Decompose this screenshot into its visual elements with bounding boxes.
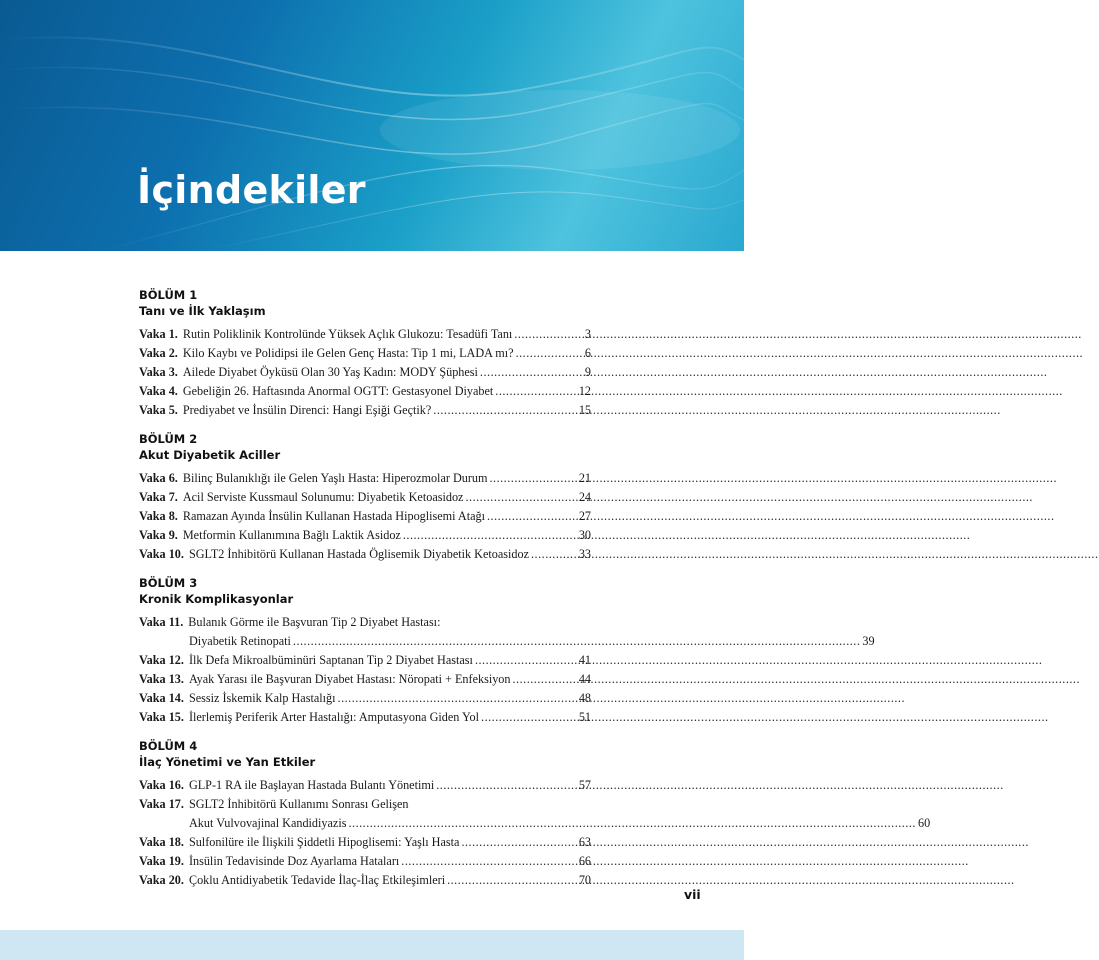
toc-entry[interactable] bbox=[139, 708, 591, 727]
case-title: SGLT2 İnhibitörü Kullanan Hastada Öglisemik Diyabetik Ketoasidoz bbox=[188, 547, 529, 561]
leader-dots bbox=[489, 469, 576, 488]
leader-dots bbox=[348, 814, 916, 833]
case-label: Vaka 12. bbox=[139, 653, 184, 667]
leader-dots bbox=[487, 507, 577, 526]
leader-dots bbox=[401, 852, 577, 871]
case-label: Vaka 13. bbox=[139, 672, 184, 686]
case-title: İlerlemiş Periferik Arter Hastalığı: Amputasyona Giden Yol bbox=[188, 710, 480, 724]
case-label: Vaka 6. bbox=[139, 471, 178, 485]
section-number: BÖLÜM 4 bbox=[139, 739, 198, 753]
case-label: Vaka 9. bbox=[139, 528, 178, 542]
case-title: Bilinç Bulanıklığı ile Gelen Yaşlı Hasta: Hiperozmolar Durum bbox=[182, 471, 488, 485]
section-number: BÖLÜM 3 bbox=[139, 576, 198, 590]
leader-dots bbox=[531, 545, 577, 564]
case-title: Bulanık Görme ile Başvuran Tip 2 Diyabet Hastası: bbox=[188, 615, 441, 629]
toc-entry[interactable] bbox=[139, 363, 591, 382]
leader-dots bbox=[403, 526, 577, 545]
toc-entry[interactable] bbox=[139, 344, 591, 363]
section-number: BÖLÜM 1 bbox=[139, 288, 198, 302]
page-ref: 21 bbox=[578, 471, 591, 485]
toc-entry[interactable] bbox=[139, 469, 591, 488]
case-label: Vaka 8. bbox=[139, 509, 178, 523]
case-title: Sessiz İskemik Kalp Hastalığı bbox=[188, 691, 336, 705]
case-title-continued: Diyabetik Retinopati bbox=[189, 634, 291, 648]
case-title: Sulfonilüre ile İlişkili Şiddetli Hipoglisemi: Yaşlı Hasta bbox=[188, 835, 460, 849]
case-label: Vaka 20. bbox=[139, 873, 184, 887]
case-label: Vaka 10. bbox=[139, 547, 184, 561]
page-ref: 57 bbox=[578, 778, 591, 792]
section-title: Akut Diyabetik Aciller bbox=[139, 448, 281, 462]
leader-dots bbox=[516, 344, 583, 363]
case-title: Çoklu Antidiyabetik Tedavide İlaç-İlaç Etkileşimleri bbox=[188, 873, 446, 887]
case-title: Kilo Kaybı ve Polidipsi ile Gelen Genç Hasta: Tip 1 mi, LADA mı? bbox=[182, 346, 514, 360]
footer-band bbox=[0, 930, 744, 960]
page-ref: 39 bbox=[862, 634, 875, 648]
page-ref: 15 bbox=[578, 403, 591, 417]
case-label: Vaka 19. bbox=[139, 854, 184, 868]
leader-dots bbox=[293, 632, 861, 651]
leader-dots bbox=[480, 363, 583, 382]
case-title: Gebeliğin 26. Haftasında Anormal OGTT: Gestasyonel Diyabet bbox=[182, 384, 494, 398]
case-title: SGLT2 İnhibitörü Kullanımı Sonrası Gelişen bbox=[188, 797, 409, 811]
toc-section bbox=[139, 576, 875, 727]
leader-dots bbox=[495, 382, 577, 401]
page-ref: 30 bbox=[578, 528, 591, 542]
leader-dots bbox=[338, 689, 577, 708]
case-label: Vaka 4. bbox=[139, 384, 178, 398]
case-title-continued: Akut Vulvovajinal Kandidiyazis bbox=[189, 816, 347, 830]
case-title: Rutin Poliklinik Kontrolünde Yüksek Açlık Glukozu: Tesadüfi Tanı bbox=[182, 327, 513, 341]
case-label: Vaka 17. bbox=[139, 797, 184, 811]
toc-entry[interactable] bbox=[139, 651, 591, 670]
case-label: Vaka 2. bbox=[139, 346, 178, 360]
page-ref: 63 bbox=[578, 835, 591, 849]
leader-dots bbox=[513, 670, 577, 689]
case-title: Prediyabet ve İnsülin Direnci: Hangi Eşiği Geçtik? bbox=[182, 403, 432, 417]
case-label: Vaka 3. bbox=[139, 365, 178, 379]
leader-dots bbox=[436, 776, 577, 795]
case-label: Vaka 5. bbox=[139, 403, 178, 417]
leader-dots bbox=[461, 833, 576, 852]
toc-entry[interactable] bbox=[139, 401, 591, 420]
toc-entry[interactable] bbox=[139, 670, 591, 689]
toc-entry[interactable] bbox=[139, 507, 591, 526]
header-banner bbox=[0, 0, 744, 251]
page-title: İçindekiler bbox=[137, 168, 366, 212]
toc-entry[interactable] bbox=[139, 613, 875, 651]
page-ref: 48 bbox=[578, 691, 591, 705]
page-ref: 12 bbox=[578, 384, 591, 398]
page-number: vii bbox=[684, 887, 701, 902]
case-title: Acil Serviste Kussmaul Solunumu: Diyabetik Ketoasidoz bbox=[182, 490, 464, 504]
toc-section bbox=[139, 288, 591, 420]
toc-entry[interactable] bbox=[139, 852, 591, 871]
section-title: Kronik Komplikasyonlar bbox=[139, 592, 294, 606]
case-title: İlk Defa Mikroalbüminüri Saptanan Tip 2 Diyabet Hastası bbox=[188, 653, 473, 667]
section-number: BÖLÜM 2 bbox=[139, 432, 198, 446]
page-ref: 24 bbox=[578, 490, 591, 504]
leader-dots bbox=[447, 871, 577, 890]
case-title: Ramazan Ayında İnsülin Kullanan Hastada Hipoglisemi Atağı bbox=[182, 509, 485, 523]
page-ref: 60 bbox=[917, 816, 931, 830]
toc-entry[interactable] bbox=[139, 833, 591, 852]
toc-entry[interactable] bbox=[139, 325, 591, 344]
wave-decoration bbox=[0, 0, 744, 251]
page-ref: 70 bbox=[578, 873, 591, 887]
case-label: Vaka 15. bbox=[139, 710, 184, 724]
page-ref: 6 bbox=[584, 346, 591, 360]
case-label: Vaka 18. bbox=[139, 835, 184, 849]
toc-entry[interactable] bbox=[139, 526, 591, 545]
leader-dots bbox=[481, 708, 577, 727]
leader-dots bbox=[514, 325, 583, 344]
toc-entry[interactable] bbox=[139, 689, 591, 708]
page-ref: 3 bbox=[584, 327, 591, 341]
case-label: Vaka 7. bbox=[139, 490, 178, 504]
case-label: Vaka 1. bbox=[139, 327, 178, 341]
toc-entry[interactable] bbox=[139, 545, 591, 564]
toc-entry[interactable] bbox=[139, 382, 591, 401]
toc-entry[interactable] bbox=[139, 871, 591, 890]
case-title: Metformin Kullanımına Bağlı Laktik Asidoz bbox=[182, 528, 401, 542]
case-label: Vaka 14. bbox=[139, 691, 184, 705]
page-ref: 41 bbox=[578, 653, 591, 667]
page-ref: 33 bbox=[578, 547, 591, 561]
section-title: Tanı ve İlk Yaklaşım bbox=[139, 304, 266, 318]
toc-entry[interactable] bbox=[139, 776, 591, 795]
leader-dots bbox=[475, 651, 577, 670]
section-title: İlaç Yönetimi ve Yan Etkiler bbox=[139, 755, 316, 769]
toc-section bbox=[139, 739, 931, 890]
toc-entry[interactable] bbox=[139, 488, 591, 507]
case-title: Ayak Yarası ile Başvuran Diyabet Hastası: Nöropati + Enfeksiyon bbox=[188, 672, 511, 686]
toc-section bbox=[139, 432, 591, 564]
case-label: Vaka 16. bbox=[139, 778, 184, 792]
page-ref: 27 bbox=[578, 509, 591, 523]
case-title: Ailede Diyabet Öyküsü Olan 30 Yaş Kadın: MODY Şüphesi bbox=[182, 365, 478, 379]
page-ref: 66 bbox=[578, 854, 591, 868]
page-ref: 51 bbox=[578, 710, 591, 724]
leader-dots bbox=[465, 488, 576, 507]
page-ref: 9 bbox=[584, 365, 591, 379]
leader-dots bbox=[433, 401, 577, 420]
case-label: Vaka 11. bbox=[139, 615, 184, 629]
toc-entry[interactable] bbox=[139, 795, 931, 833]
case-title: İnsülin Tedavisinde Doz Ayarlama Hataları bbox=[188, 854, 400, 868]
case-title: GLP-1 RA ile Başlayan Hastada Bulantı Yönetimi bbox=[188, 778, 435, 792]
page-ref: 44 bbox=[578, 672, 591, 686]
